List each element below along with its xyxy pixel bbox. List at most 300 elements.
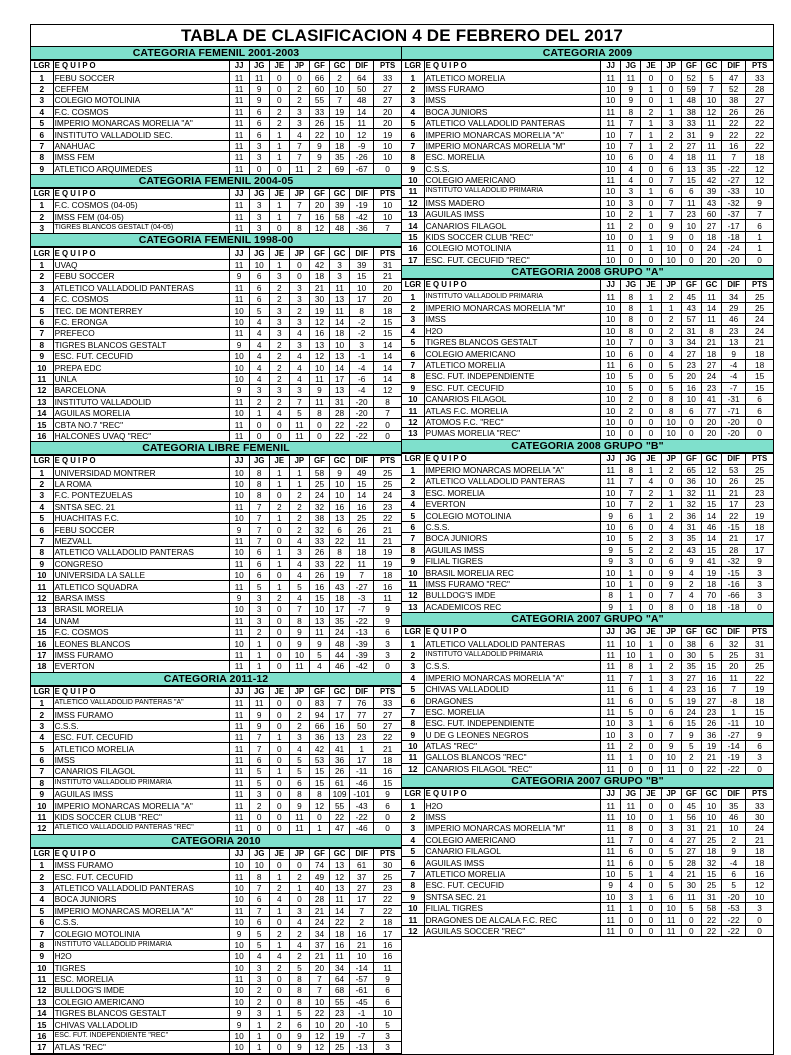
team-name-cell: C.S.S. [53,720,229,731]
stat-cell: 9 [330,467,350,478]
rank-cell: 6 [31,754,53,765]
stat-cell: 25 [309,478,329,489]
stat-cell: 11 [229,754,249,765]
stat-cell: 10 [309,362,329,373]
stat-cell: 0 [269,490,289,501]
stat-cell: 10 [601,521,621,532]
stat-cell: 0 [641,72,661,83]
stat-cell: 64 [350,72,374,83]
stat-cell: 9 [289,1042,309,1053]
standings-table [31,247,401,442]
column-header: JJ [601,789,621,800]
team-name-cell: PREFECO [53,328,229,339]
stat-cell: 12 [746,174,773,185]
stat-cell: 0 [621,763,641,774]
stat-cell: 9 [601,601,621,612]
column-header: PTS [374,848,401,859]
stat-cell: 59 [681,83,701,94]
stat-cell: 16 [330,501,350,512]
rank-cell: 13 [402,601,424,612]
stat-cell: 33 [374,72,401,83]
stat-cell: 27 [746,95,773,106]
stat-cell: 0 [269,638,289,649]
table-row [402,683,773,694]
stat-cell: 14 [374,362,401,373]
stat-cell: 5 [621,533,641,544]
stat-cell: 2 [289,490,309,501]
table-row [31,615,401,626]
stat-cell: 66 [309,72,329,83]
column-header: GF [309,248,329,259]
stat-cell: 1 [249,407,269,418]
stat-cell: -22 [350,430,374,441]
section-header: CATEGORIA FEMENIL 1998-00 [31,234,401,247]
table-row [31,709,401,720]
team-name-cell: UVAQ [53,259,229,270]
stat-cell: 69 [330,163,350,174]
stat-cell: 22 [746,140,773,151]
stat-cell: 48 [330,223,350,234]
stat-cell: 10 [601,231,621,242]
stat-cell: 5 [681,740,701,751]
stat-cell: 3 [269,305,289,316]
stat-cell: 11 [229,766,249,777]
column-header: E Q U I P O [53,61,229,72]
table-row [31,407,401,418]
stat-cell: 15 [701,499,721,510]
stat-cell: -57 [350,973,374,984]
stat-cell: 2 [289,513,309,524]
stat-cell: 31 [681,521,701,532]
stat-cell: 42 [309,259,329,270]
team-name-cell: INSTITUTO VALLADOLID [53,396,229,407]
team-name-cell: HALCONES UVAQ "REC" [53,430,229,441]
column-header: JE [641,789,661,800]
stat-cell: 0 [746,925,773,936]
page-title: TABLA DE CLASIFICACION 4 DE FEBRERO DEL 2017 [31,25,773,47]
section-header: CATEGORIA LIBRE FEMENIL [31,442,401,455]
column-header: E Q U I P O [424,453,600,464]
stat-cell: 7 [374,223,401,234]
stat-cell: 3 [621,197,641,208]
stat-cell: 11 [722,672,746,683]
rank-cell: 11 [31,373,53,384]
stat-cell: 19 [746,510,773,521]
team-name-cell: ATLETICO ARQUIMEDES [53,163,229,174]
stat-cell: 16 [350,928,374,939]
stat-cell: 11 [229,117,249,128]
stat-cell: 0 [641,590,661,601]
stat-cell: 12 [309,800,329,811]
stat-cell: 1 [621,578,641,589]
stat-cell: 10 [330,83,350,94]
rank-cell: 10 [402,567,424,578]
stat-cell: 0 [641,254,661,265]
table-row [31,951,401,962]
rank-cell: 5 [402,510,424,521]
stat-cell: 0 [746,601,773,612]
stat-cell: 1 [641,672,661,683]
column-header: JG [621,789,641,800]
stat-cell: 18 [309,271,329,282]
team-name-cell: FEBU SOCCER [53,524,229,535]
stat-cell: -18 [722,601,746,612]
stat-cell: 11 [229,661,249,672]
team-name-cell: INSTITUTO VALLADOLID PRIMARIA [424,291,600,302]
stat-cell: 11 [681,891,701,902]
stat-cell: 3 [746,578,773,589]
stat-cell: 2 [249,800,269,811]
stat-cell: 10 [249,860,269,871]
table-row [31,200,401,211]
stat-cell: 10 [229,547,249,558]
stat-cell: 10 [289,649,309,660]
stat-cell: 9 [229,339,249,350]
stat-cell: 14 [701,510,721,521]
stat-cell: 9 [229,1019,249,1030]
stat-cell: 8 [289,973,309,984]
team-name-cell: HUACHITAS F.C. [53,513,229,524]
stat-cell: -46 [350,777,374,788]
column-header: PTS [374,456,401,467]
table-row [402,231,773,242]
team-name-cell: KIDS SOCCER CLUB "REC" [424,231,600,242]
stat-cell: 8 [289,985,309,996]
stat-cell: 70 [701,590,721,601]
stat-cell: 0 [681,428,701,439]
rank-cell: 18 [31,661,53,672]
stat-cell: 22 [330,419,350,430]
column-header: GF [681,789,701,800]
team-name-cell: CEFFEM [53,83,229,94]
table-row [402,186,773,197]
stat-cell: 5 [289,754,309,765]
stat-cell: 0 [269,615,289,626]
table-row [402,752,773,763]
stat-cell: 28 [722,544,746,555]
stat-cell: 1 [269,152,289,163]
table-row [31,754,401,765]
stat-cell: 20 [722,661,746,672]
stat-cell: 46 [722,811,746,822]
stat-cell: 22 [701,925,721,936]
table-row [31,535,401,546]
team-name-cell: TIGRES [53,962,229,973]
stat-cell: -33 [722,186,746,197]
stat-cell: 10 [601,371,621,382]
team-name-cell: IMSS FURAMO [53,860,229,871]
stat-cell: 21 [350,939,374,950]
stat-cell: 32 [681,487,701,498]
stat-cell: -19 [722,752,746,763]
column-header: JP [661,626,681,637]
stat-cell: 7 [350,570,374,581]
column-header: GC [330,848,350,859]
stat-cell: 18 [701,348,721,359]
column-header: GF [681,280,701,291]
stat-cell: 36 [701,729,721,740]
stat-cell: 46 [330,661,350,672]
stat-cell: -32 [722,556,746,567]
column-header: GC [701,789,721,800]
stat-cell: 9 [249,95,269,106]
team-name-cell: AGUILAS IMSS [424,209,600,220]
stat-cell: 60 [701,209,721,220]
stat-cell: 10 [601,348,621,359]
stat-cell: -42 [350,661,374,672]
stat-cell: 0 [681,231,701,242]
stat-cell: 5 [621,382,641,393]
table-header-row [402,626,773,637]
stat-cell: 2 [289,720,309,731]
rank-cell: 5 [31,513,53,524]
stat-cell: 25 [350,513,374,524]
stat-cell: 20 [374,294,401,305]
table-row [402,556,773,567]
table-row [402,348,773,359]
stat-cell: 3 [621,891,641,902]
column-header: E Q U I P O [424,61,600,72]
table-row [402,129,773,140]
stat-cell: 10 [229,638,249,649]
table-row [402,811,773,822]
stat-cell: 10 [229,985,249,996]
team-name-cell: BULLDOG'S IMDE [53,985,229,996]
stat-cell: 10 [374,152,401,163]
rank-cell: 1 [402,464,424,475]
stat-cell: 36 [309,732,329,743]
stat-cell: 6 [374,626,401,637]
stat-cell: 2 [269,282,289,293]
rank-cell: 4 [402,325,424,336]
rank-cell: 12 [402,416,424,427]
column-header: JP [289,686,309,697]
rank-cell: 10 [31,962,53,973]
stat-cell: 20 [374,282,401,293]
team-name-cell: ATLETICO VALLADOLID PANTERAS [424,117,600,128]
rank-cell: 3 [402,95,424,106]
stat-cell: 6 [621,348,641,359]
stat-cell: 6 [374,985,401,996]
stat-cell: 38 [309,513,329,524]
stat-cell: 10 [309,1019,329,1030]
stat-cell: 2 [641,544,661,555]
stat-cell: 1 [661,811,681,822]
stat-cell: 11 [229,871,249,882]
stat-cell: 5 [661,857,681,868]
section-header: CATEGORIA 2009 [402,47,773,60]
team-name-cell: PUMAS MORELIA "REC" [424,428,600,439]
rank-cell: 12 [402,925,424,936]
team-name-cell: COLEGIO AMERICANO [424,174,600,185]
stat-cell: 11 [229,140,249,151]
rank-cell: 7 [402,359,424,370]
stat-cell: 7 [661,197,681,208]
stat-cell: 6 [249,754,269,765]
stat-cell: 27 [681,672,701,683]
team-name-cell: ATLAS "REC" [424,740,600,751]
stat-cell: 10 [229,860,249,871]
stat-cell: 33 [746,800,773,811]
stat-cell: 22 [309,129,329,140]
stat-cell: 10 [601,152,621,163]
table-row [31,385,401,396]
stat-cell: 0 [661,476,681,487]
stat-cell: 10 [746,718,773,729]
stat-cell: 1 [269,939,289,950]
column-header: JG [249,188,269,199]
team-name-cell: INSTITUTO VALLADOLID PRIMARIA [424,186,600,197]
stat-cell: 0 [269,524,289,535]
rank-cell: 16 [31,638,53,649]
stat-cell: 55 [330,800,350,811]
team-name-cell: SNTSA SEC. 21 [424,891,600,902]
stat-cell: 17 [350,754,374,765]
stat-cell: 1 [746,243,773,254]
team-name-cell: INSTITUTO VALLADOLID SEC. [53,129,229,140]
stat-cell: 27 [374,720,401,731]
stat-cell: 0 [641,811,661,822]
stat-cell: 11 [229,129,249,140]
rank-cell: 14 [31,407,53,418]
stat-cell: 24 [374,490,401,501]
stat-cell: 10 [229,894,249,905]
stat-cell: 9 [374,604,401,615]
stat-cell: 46 [722,314,746,325]
stat-cell: 9 [722,348,746,359]
stat-cell: 21 [374,535,401,546]
stat-cell: 0 [641,914,661,925]
stat-cell: 11 [601,706,621,717]
stat-cell: 11 [229,615,249,626]
stat-cell: 9 [701,129,721,140]
rank-cell: 12 [31,823,53,834]
stat-cell: 11 [601,846,621,857]
stat-cell: 3 [249,140,269,151]
column-header: DIF [722,626,746,637]
stat-cell: 50 [350,83,374,94]
stat-cell: 10 [661,254,681,265]
stat-cell: 2 [289,871,309,882]
stat-cell: 0 [746,428,773,439]
table-row [31,973,401,984]
rank-cell: 5 [31,743,53,754]
stat-cell: 5 [249,939,269,950]
column-header: GF [309,456,329,467]
column-header: E Q U I P O [53,686,229,697]
stat-cell: 31 [374,259,401,270]
stat-cell: -39 [350,649,374,660]
stat-cell: 10 [229,1042,249,1053]
stat-cell: 0 [269,163,289,174]
team-name-cell: COLEGIO AMERICANO [424,834,600,845]
stat-cell: 3 [661,533,681,544]
stat-cell: 3 [249,223,269,234]
stat-cell: 15 [350,478,374,489]
column-header: E Q U I P O [53,848,229,859]
stat-cell: 10 [601,325,621,336]
stat-cell: 7 [722,152,746,163]
stat-cell: 2 [269,362,289,373]
table-row [31,1042,401,1053]
stat-cell: 16 [309,581,329,592]
team-name-cell: TIGRES BLANCOS GESTALT [424,336,600,347]
stat-cell: 15 [330,117,350,128]
table-row [31,547,401,558]
table-row [402,197,773,208]
table-row [402,174,773,185]
stat-cell: 24 [701,371,721,382]
stat-cell: 5 [374,1019,401,1030]
stat-cell: 36 [330,754,350,765]
stat-cell: 5 [661,359,681,370]
column-header: JJ [601,280,621,291]
rank-cell: 11 [402,405,424,416]
table-row [31,860,401,871]
table-header-row [31,61,401,72]
stat-cell: 10 [722,823,746,834]
column-header: JJ [601,626,621,637]
stat-cell: 19 [701,567,721,578]
stat-cell: 10 [374,140,401,151]
stat-cell: 3 [746,567,773,578]
stat-cell: 0 [269,800,289,811]
stat-cell: 12 [309,350,329,361]
stat-cell: 68 [330,985,350,996]
team-name-cell: IMSS FEM [53,152,229,163]
stat-cell: -27 [350,581,374,592]
stat-cell: 10 [601,163,621,174]
stat-cell: -2 [350,316,374,327]
stat-cell: 9 [374,973,401,984]
stat-cell: 11 [229,732,249,743]
stat-cell: 5 [661,371,681,382]
stat-cell: 3 [269,271,289,282]
stat-cell: 11 [601,291,621,302]
stat-cell: 39 [701,186,721,197]
stat-cell: 10 [229,467,249,478]
stat-cell: 0 [641,405,661,416]
stat-cell: 16 [746,868,773,879]
team-name-cell: ATLETICO MORELIA [53,743,229,754]
stat-cell: 11 [661,914,681,925]
stat-cell: 18 [330,140,350,151]
stat-cell: 0 [641,325,661,336]
stat-cell: 0 [621,243,641,254]
stat-cell: 2 [289,95,309,106]
rank-cell: 1 [31,860,53,871]
team-name-cell: ATLETICO VALLADOLID PANTERAS [53,882,229,893]
stat-cell: 13 [330,732,350,743]
stat-cell: 10 [601,314,621,325]
stat-cell: 11 [701,152,721,163]
stat-cell: 9 [309,638,329,649]
stat-cell: 8 [621,106,641,117]
team-name-cell: TIGRES BLANCOS GESTALT (04-05) [53,223,229,234]
team-name-cell: BOCA JUNIORS [53,894,229,905]
stat-cell: 0 [269,811,289,822]
table-row [31,661,401,672]
section-header: CATEGORIA 2008 GRUPO "A" [402,266,773,279]
stat-cell: 2 [661,325,681,336]
stat-cell: 0 [681,254,701,265]
table-row [31,558,401,569]
stat-cell: 6 [661,163,681,174]
stat-cell: 9 [309,385,329,396]
stat-cell: 4 [249,328,269,339]
stat-cell: 13 [330,385,350,396]
table-row [31,259,401,270]
